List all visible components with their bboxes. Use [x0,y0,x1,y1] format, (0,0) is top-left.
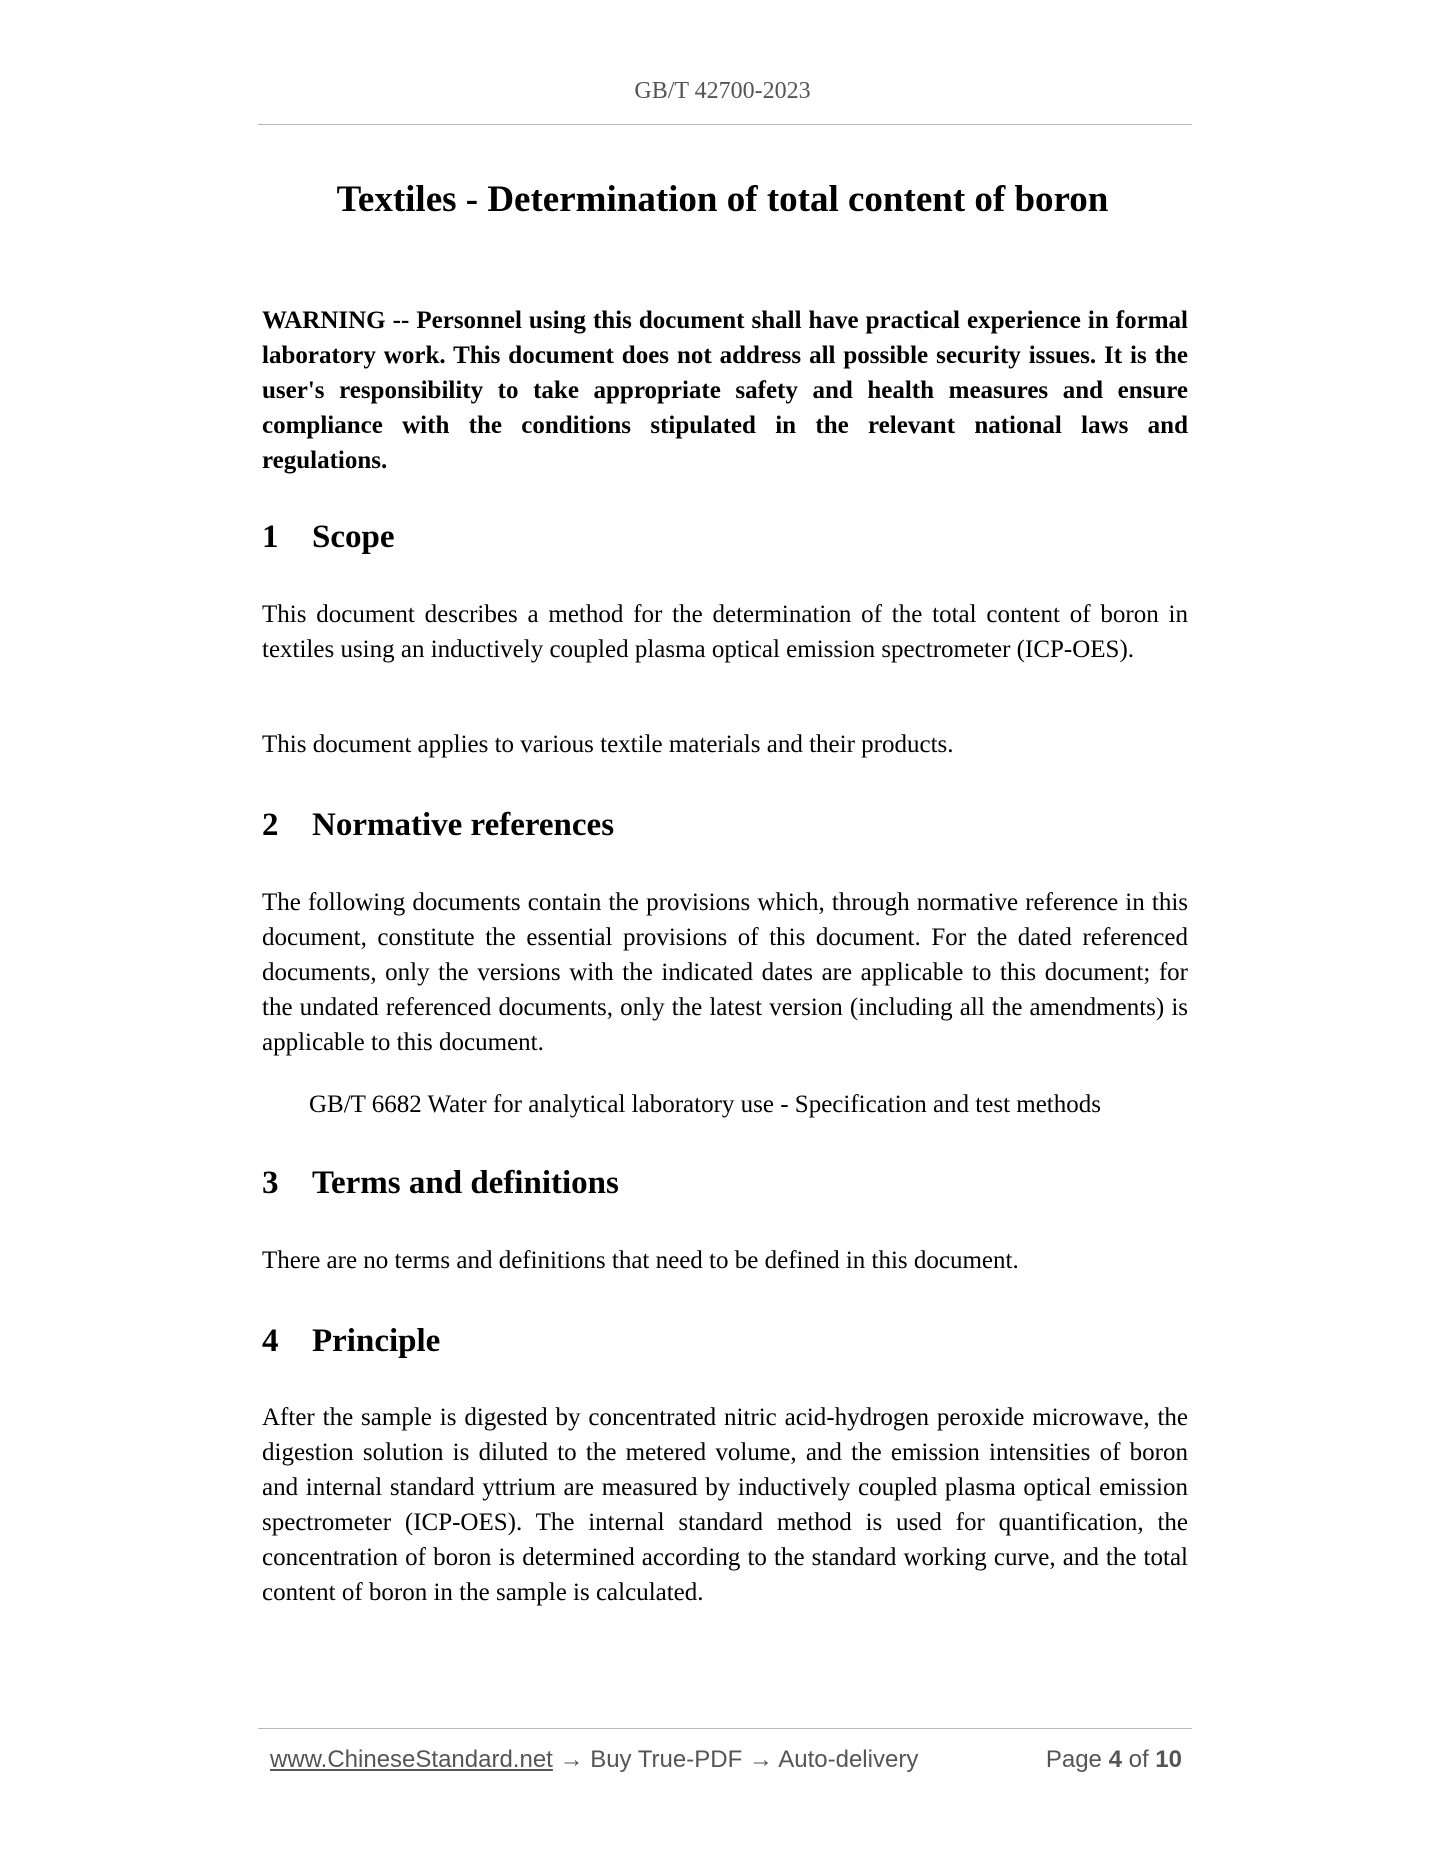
warning-notice: WARNING -- Personnel using this document shall have practical experience in formal laboratory work. This document does not address all possible security issues. It is the user's responsibility to take appropriate safety and health measures and ensure compliance with the conditions stipulated in the relevant national laws and regulations. [262,307,1188,474]
arrow-right-icon: → [748,1746,773,1773]
section-title: Terms and definitions [312,1165,619,1201]
section-heading-scope [262,517,1188,557]
page-indicator [1046,1746,1182,1774]
arrow-right-icon: → [559,1746,584,1773]
standard-code-header: GB/T 42700-2023 [634,78,811,104]
page-total: 10 [1155,1746,1182,1773]
section-number: 1 [262,519,279,555]
page-footer [270,1746,1182,1780]
section-title: Normative references [312,807,615,843]
document-title: Textiles - Determination of total content of boron [336,179,1109,220]
section-title: Principle [312,1323,441,1359]
footer-divider [258,1728,1192,1729]
section-heading-terms-and-definitions [262,1163,1188,1203]
auto-delivery-text: Auto-delivery [778,1746,919,1773]
normative-references-paragraph: The following documents contain the provisions which, through normative reference in this document, constitute the essential provisions of this document. For the dated referenced documents, only the versions with the indicated dates are applicable to this document; for the undated referenced documents, only the latest version (including all the amendments) is applicable to this document. [262,889,1188,1056]
page-current: 4 [1108,1746,1122,1773]
section-heading-principle [262,1321,1188,1361]
principle-paragraph: After the sample is digested by concentrated nitric acid-hydrogen peroxide microwave, the digestion solution is diluted to the metered volume, and the emission intensities of boron and internal standard yttrium are measured by inductively coupled plasma optical emission spectrometer (ICP-OES). The internal standard method is used for quantification, the concentration of boron is determined according to the standard working curve, and the total content of boron in the sample is calculated. [262,1404,1188,1606]
section-number: 4 [262,1323,279,1359]
section-number: 3 [262,1165,279,1201]
footer-links [270,1746,918,1774]
section-title: Scope [312,519,395,555]
reference-item: GB/T 6682 Water for analytical laboratory use - Specification and test methods [309,1091,1101,1118]
section-number: 2 [262,807,279,843]
site-link[interactable]: www.ChineseStandard.net [270,1746,553,1773]
page-label: Page [1045,1746,1102,1773]
terms-paragraph: There are no terms and definitions that need to be defined in this document. [262,1247,1019,1274]
header-divider [258,124,1192,125]
page-of-label: of [1128,1746,1149,1773]
scope-paragraph-1: This document describes a method for the determination of the total content of boron in textiles using an inductively coupled plasma optical emission spectrometer (ICP-OES). [262,601,1188,663]
section-heading-normative-references [262,805,1188,845]
scope-paragraph-2: This document applies to various textile materials and their products. [262,731,954,758]
buy-true-pdf-text: Buy True-PDF [590,1746,743,1773]
